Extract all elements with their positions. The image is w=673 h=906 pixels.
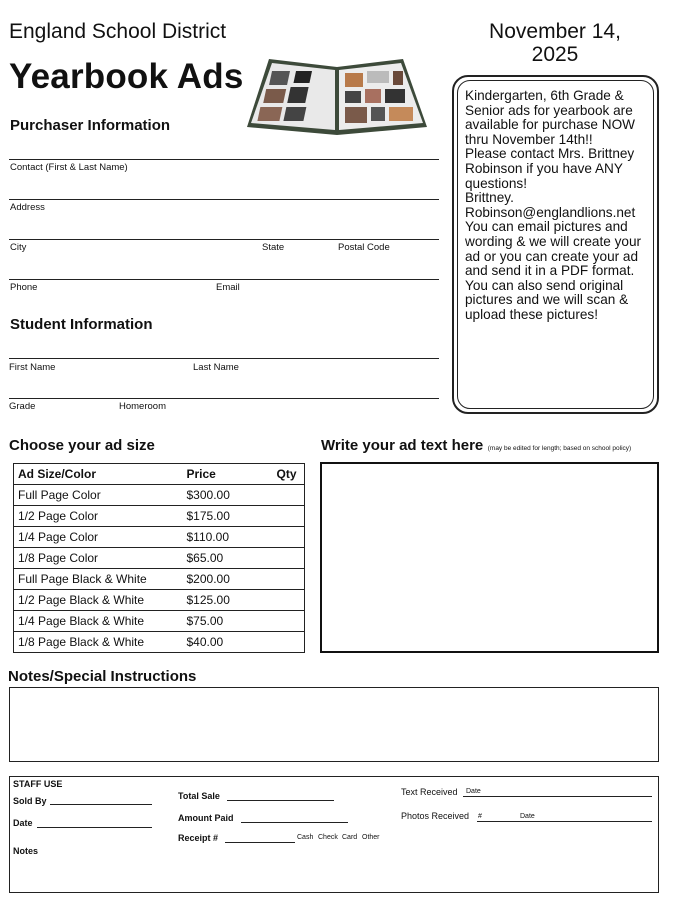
price-cell: $300.00 [183, 485, 267, 506]
ad-size-cell: Full Page Black & White [14, 569, 183, 590]
ad-text-heading: Write your ad text here [321, 437, 484, 454]
info-line: and send it in a PDF format. [465, 263, 635, 279]
ad-size-heading: Choose your ad size [9, 437, 155, 454]
qty-input[interactable] [267, 527, 305, 548]
price-cell: $110.00 [183, 527, 267, 548]
sold-by-field[interactable] [50, 804, 152, 805]
price-cell: $125.00 [183, 590, 267, 611]
ad-size-cell: 1/4 Page Color [14, 527, 183, 548]
date-line-2: 2025 [531, 43, 579, 66]
ad-size-table [13, 463, 305, 653]
ad-size-cell: 1/8 Page Black & White [14, 632, 183, 653]
qty-input[interactable] [267, 569, 305, 590]
qty-input[interactable] [267, 632, 305, 653]
amount-paid-label: Amount Paid [178, 813, 234, 823]
price-cell: $65.00 [183, 548, 267, 569]
address-label: Address [10, 202, 45, 213]
notes-heading: Notes/Special Instructions [8, 668, 197, 685]
date-header [460, 20, 650, 66]
price-cell: $175.00 [183, 506, 267, 527]
email-label: Email [216, 282, 240, 293]
sold-by-label: Sold By [13, 796, 47, 806]
ad-size-cell: 1/2 Page Color [14, 506, 183, 527]
ad-text-heading-wrap [321, 437, 631, 455]
info-line: thru November 14th!! [465, 131, 593, 147]
staff-notes-label: Notes [13, 846, 39, 856]
text-received-label: Text Received [401, 787, 458, 797]
info-line: pictures and we will scan & [465, 292, 629, 308]
address-field[interactable] [9, 199, 439, 200]
info-line: ad or you can create your ad [465, 248, 639, 264]
total-sale-field[interactable] [227, 800, 334, 801]
yearbook-illustration [245, 57, 429, 135]
info-line: Kindergarten, 6th Grade & [465, 88, 624, 103]
qty-input[interactable] [267, 548, 305, 569]
table-row [14, 548, 305, 569]
ad-text-note: (may be edited for length; based on school policy) [487, 445, 632, 452]
photos-received-label: Photos Received [401, 811, 470, 821]
staff-use-heading: STAFF USE [13, 779, 63, 789]
info-line: Brittney. [465, 190, 514, 206]
receipt-field[interactable] [225, 842, 295, 843]
info-line: wording & we will create your [465, 233, 642, 249]
ad-size-cell: 1/2 Page Black & White [14, 590, 183, 611]
info-line: Please contact Mrs. Brittney [465, 146, 635, 162]
info-line: questions! [465, 175, 527, 191]
photos-received-field[interactable] [477, 821, 652, 822]
qty-input[interactable] [267, 590, 305, 611]
ad-size-cell: Full Page Color [14, 485, 183, 506]
info-line: upload these pictures! [465, 306, 599, 322]
contact-label: Contact (First & Last Name) [10, 162, 128, 173]
payment-other[interactable]: Other [362, 834, 380, 841]
page-title: Yearbook Ads [9, 57, 244, 96]
phone-label: Phone [10, 282, 38, 293]
state-label: State [262, 242, 285, 253]
first-name-label: First Name [9, 362, 56, 373]
total-sale-label: Total Sale [178, 791, 220, 801]
phone-email-field[interactable] [9, 279, 439, 280]
table-row [14, 611, 305, 632]
receipt-label: Receipt # [178, 833, 219, 843]
amount-paid-field[interactable] [241, 822, 348, 823]
ad-size-cell: 1/4 Page Black & White [14, 611, 183, 632]
payment-check[interactable]: Check [318, 834, 338, 841]
table-row [14, 527, 305, 548]
student-heading: Student Information [10, 316, 153, 333]
text-received-date-label: Date [466, 788, 481, 795]
photos-received-number-label: # [478, 813, 482, 820]
table-row [14, 506, 305, 527]
table-row [14, 485, 305, 506]
payment-card[interactable]: Card [342, 834, 358, 841]
contact-field[interactable] [9, 159, 439, 160]
info-line: You can email pictures and [465, 219, 628, 235]
table-row [14, 590, 305, 611]
table-row [14, 632, 305, 653]
grade-label: Grade [9, 401, 36, 412]
table-header-row [14, 464, 305, 485]
date-line-1: November 14, [489, 20, 621, 43]
staff-date-field[interactable] [37, 827, 152, 828]
price-cell: $75.00 [183, 611, 267, 632]
notes-area[interactable] [9, 687, 659, 762]
photos-received-date-label: Date [520, 813, 535, 820]
postal-code-label: Postal Code [338, 242, 390, 253]
info-box [452, 75, 659, 414]
qty-input[interactable] [267, 506, 305, 527]
payment-cash[interactable]: Cash [297, 834, 314, 841]
ad-size-cell: 1/8 Page Color [14, 548, 183, 569]
student-name-field[interactable] [9, 358, 439, 359]
price-cell: $200.00 [183, 569, 267, 590]
text-received-field[interactable] [463, 796, 652, 797]
column-header-price: Price [183, 464, 267, 485]
grade-homeroom-field[interactable] [9, 398, 439, 399]
qty-input[interactable] [267, 611, 305, 632]
city-label: City [10, 242, 27, 253]
staff-date-label: Date [13, 818, 33, 828]
table-row [14, 569, 305, 590]
column-header-qty: Qty [267, 464, 305, 485]
info-email[interactable]: Robinson@englandlions.net [465, 204, 636, 220]
homeroom-label: Homeroom [119, 401, 166, 412]
info-box-text [457, 80, 654, 409]
city-state-postal-field[interactable] [9, 239, 439, 240]
qty-input[interactable] [267, 485, 305, 506]
info-line: available for purchase NOW [465, 117, 635, 133]
column-header-size: Ad Size/Color [14, 464, 183, 485]
district-name: England School District [9, 20, 227, 43]
info-line: Robinson if you have ANY [465, 160, 623, 176]
info-line: You can also send original [465, 277, 624, 293]
purchaser-heading: Purchaser Information [10, 117, 171, 134]
ad-text-area[interactable] [320, 462, 659, 653]
price-cell: $40.00 [183, 632, 267, 653]
last-name-label: Last Name [193, 362, 239, 373]
info-line: Senior ads for yearbook are [465, 102, 633, 118]
